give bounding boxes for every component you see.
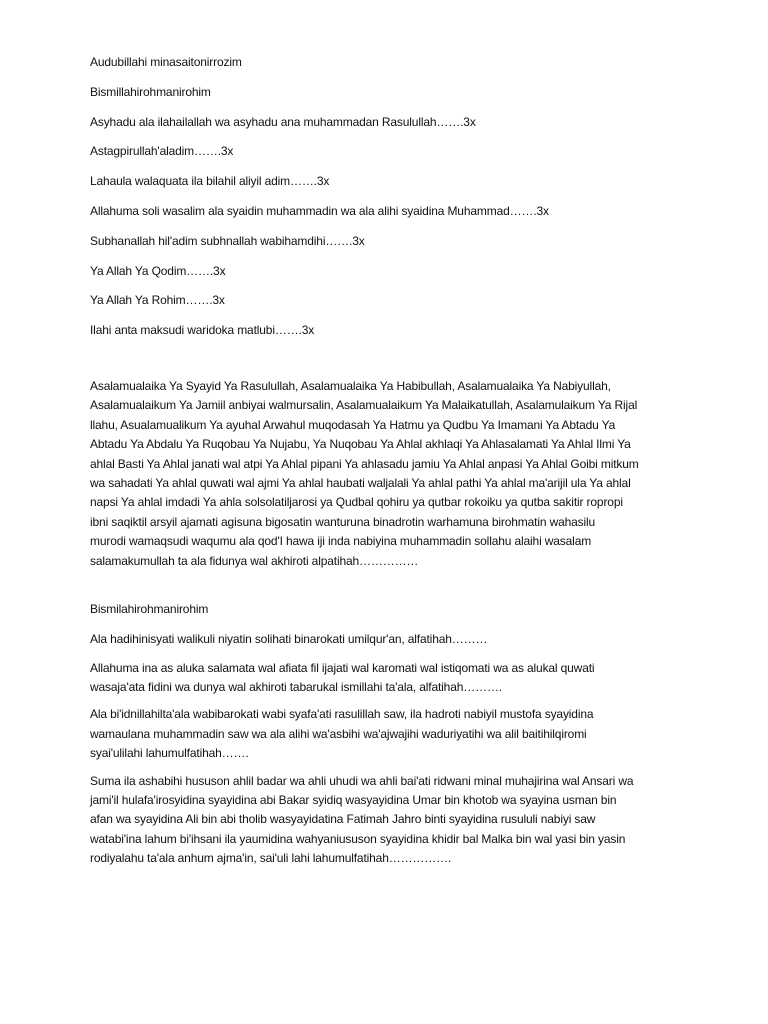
spacer xyxy=(90,697,700,705)
spacer xyxy=(90,350,700,377)
doc-line: Allahuma soli wasalim ala syaidin muhammadin wa ala alihi syaidina Muhammad…….3x xyxy=(90,203,549,218)
suma-ila-paragraph xyxy=(90,772,700,869)
paragraph-line: wa sahadati Ya ahlal quwati wal ajmi Ya ahlal haubati waljalali Ya ahlal pathi Ya ahlal ma'arijil ula Ya ahlal xyxy=(90,476,631,490)
paragraph-line: salamakumullah ta ala fidunya wal akhiroti alpatihah…………… xyxy=(90,553,419,568)
ala-bi-paragraph xyxy=(90,705,700,763)
spacer xyxy=(90,571,700,599)
salam-paragraph xyxy=(90,377,700,571)
paragraph-line: watabi'ina lahum bi'ihsani ila yaumidina wahyaniususon syayidina khidir bal Malka bin wal yasi bin yasin xyxy=(90,831,626,846)
paragraph-line: llahu, Asualamualikum Ya ayuhal Arwahul muqodasah Ya Hatmu ya Qudbu Ya Imamani Ya Abtadu Ya xyxy=(90,417,616,432)
paragraph-line: murodi wamaqsudi waqumu ala qod'I hawa iji inda nabiyina muhammadin sollahu alaihi wasalam xyxy=(90,534,592,549)
paragraph-line: napsi Ya ahlal imdadi Ya ahla solsolatiljarosi ya Qudbal qohiru ya qutbar rokoiku ya qutba sakitir ropropi xyxy=(90,495,623,510)
paragraph-line: rodiyalahu ta'ala anhum ajma'in, sai'uli lahi lahumulfatihah……………. xyxy=(90,851,452,866)
paragraph-line: ahlal Basti Ya Ahlal janati wal atpi Ya Ahlal pipani Ya ahlasadu jamiu Ya Ahlal anpasi Ya Ahlal Goibi mitkum xyxy=(90,456,639,471)
paragraph-line: jami'il hulafa'irosyidina syayidina abi Bakar syidiq wasyayidina Umar bin khotob wa syayina usman bin xyxy=(90,793,617,808)
paragraph-line: Asalamualaika Ya Syayid Ya Rasulullah, Asalamualaika Ya Habibullah, Asalamualaika Ya Nabiyullah, xyxy=(90,378,611,393)
paragraph-line: Suma ila ashabihi hususon ahlil badar wa ahli uhudi wa ahli bai'ati ridwani minal muhajirina wal Ansari wa xyxy=(90,773,634,788)
paragraph-line: afan wa syayidina Ali bin abi tholib wasyayidatina Fatimah Jahro binti syayidina rusululi nabiyi saw xyxy=(90,812,596,827)
document-page xyxy=(90,52,700,869)
paragraph-line: syai'ulilahi lahumulfatihah……. xyxy=(90,746,249,761)
doc-line: Asyhadu ala ilahailallah wa asyhadu ana muhammadan Rasulullah…….3x xyxy=(90,114,476,129)
doc-line: Subhanallah hil'adim subhnallah wabihamdihi…….3x xyxy=(90,233,365,248)
paragraph-line: ibni saqiktil arsyil ajamati agisuna bigosatin wanturuna binadrotin warhamuna birohmatin wahasilu xyxy=(90,514,596,529)
ala-hadihi-line: Ala hadihinisyati walikuli niyatin solihati binarokati umilqur'an, alfatihah……… xyxy=(90,631,488,646)
paragraph-line: Allahuma ina as aluka salamata wal afiata fil ijajati wal karomati wal istiqomati wa as alukal quwati xyxy=(90,660,595,675)
paragraph-line: Ala bi'idnillahilta'ala wabibarokati wabi syafa'ati rasulillah saw, ila hadroti nabiyil mustofa syayidina xyxy=(90,707,594,722)
doc-line: Lahaula walaquata ila bilahil aliyil adim…….3x xyxy=(90,174,330,189)
paragraph-line: wasaja'ata fidini wa dunya wal akhiroti tabarukal ismillahi ta'ala, alfatihah………. xyxy=(90,680,502,695)
doc-line: Astagpirullah'aladim…….3x xyxy=(90,144,234,159)
doc-line: Ilahi anta maksudi waridoka matlubi…….3x xyxy=(90,323,315,338)
paragraph-line: Asalamualaikum Ya Jamiil anbiyai walmursalin, Asalamualaikum Ya Malaikatullah, Asalamulaikum Ya Rijal xyxy=(90,398,638,413)
doc-line: Bismillahirohmanirohim xyxy=(90,84,211,99)
paragraph-line: wamaulana muhammadin saw wa ala alihi wa'asbihi wa'ajwajihi waduriyatihi wa alil baitihilqiromi xyxy=(90,726,587,741)
bismilah-heading: Bismilahirohmanirohim xyxy=(90,602,209,617)
paragraph-line: Abtadu Ya Abdalu Ya Ruqobau Ya Nujabu, Ya Nuqobau Ya Ahlal akhlaqi Ya Ahlasalamati Ya Ahlal Ilmi Ya xyxy=(90,437,631,452)
doc-line: Audubillahi minasaitonirrozim xyxy=(90,55,242,69)
allahuma-ina-paragraph xyxy=(90,659,700,698)
spacer xyxy=(90,764,700,772)
doc-line: Ya Allah Ya Qodim…….3x xyxy=(90,263,226,278)
doc-line: Ya Allah Ya Rohim…….3x xyxy=(90,293,225,308)
